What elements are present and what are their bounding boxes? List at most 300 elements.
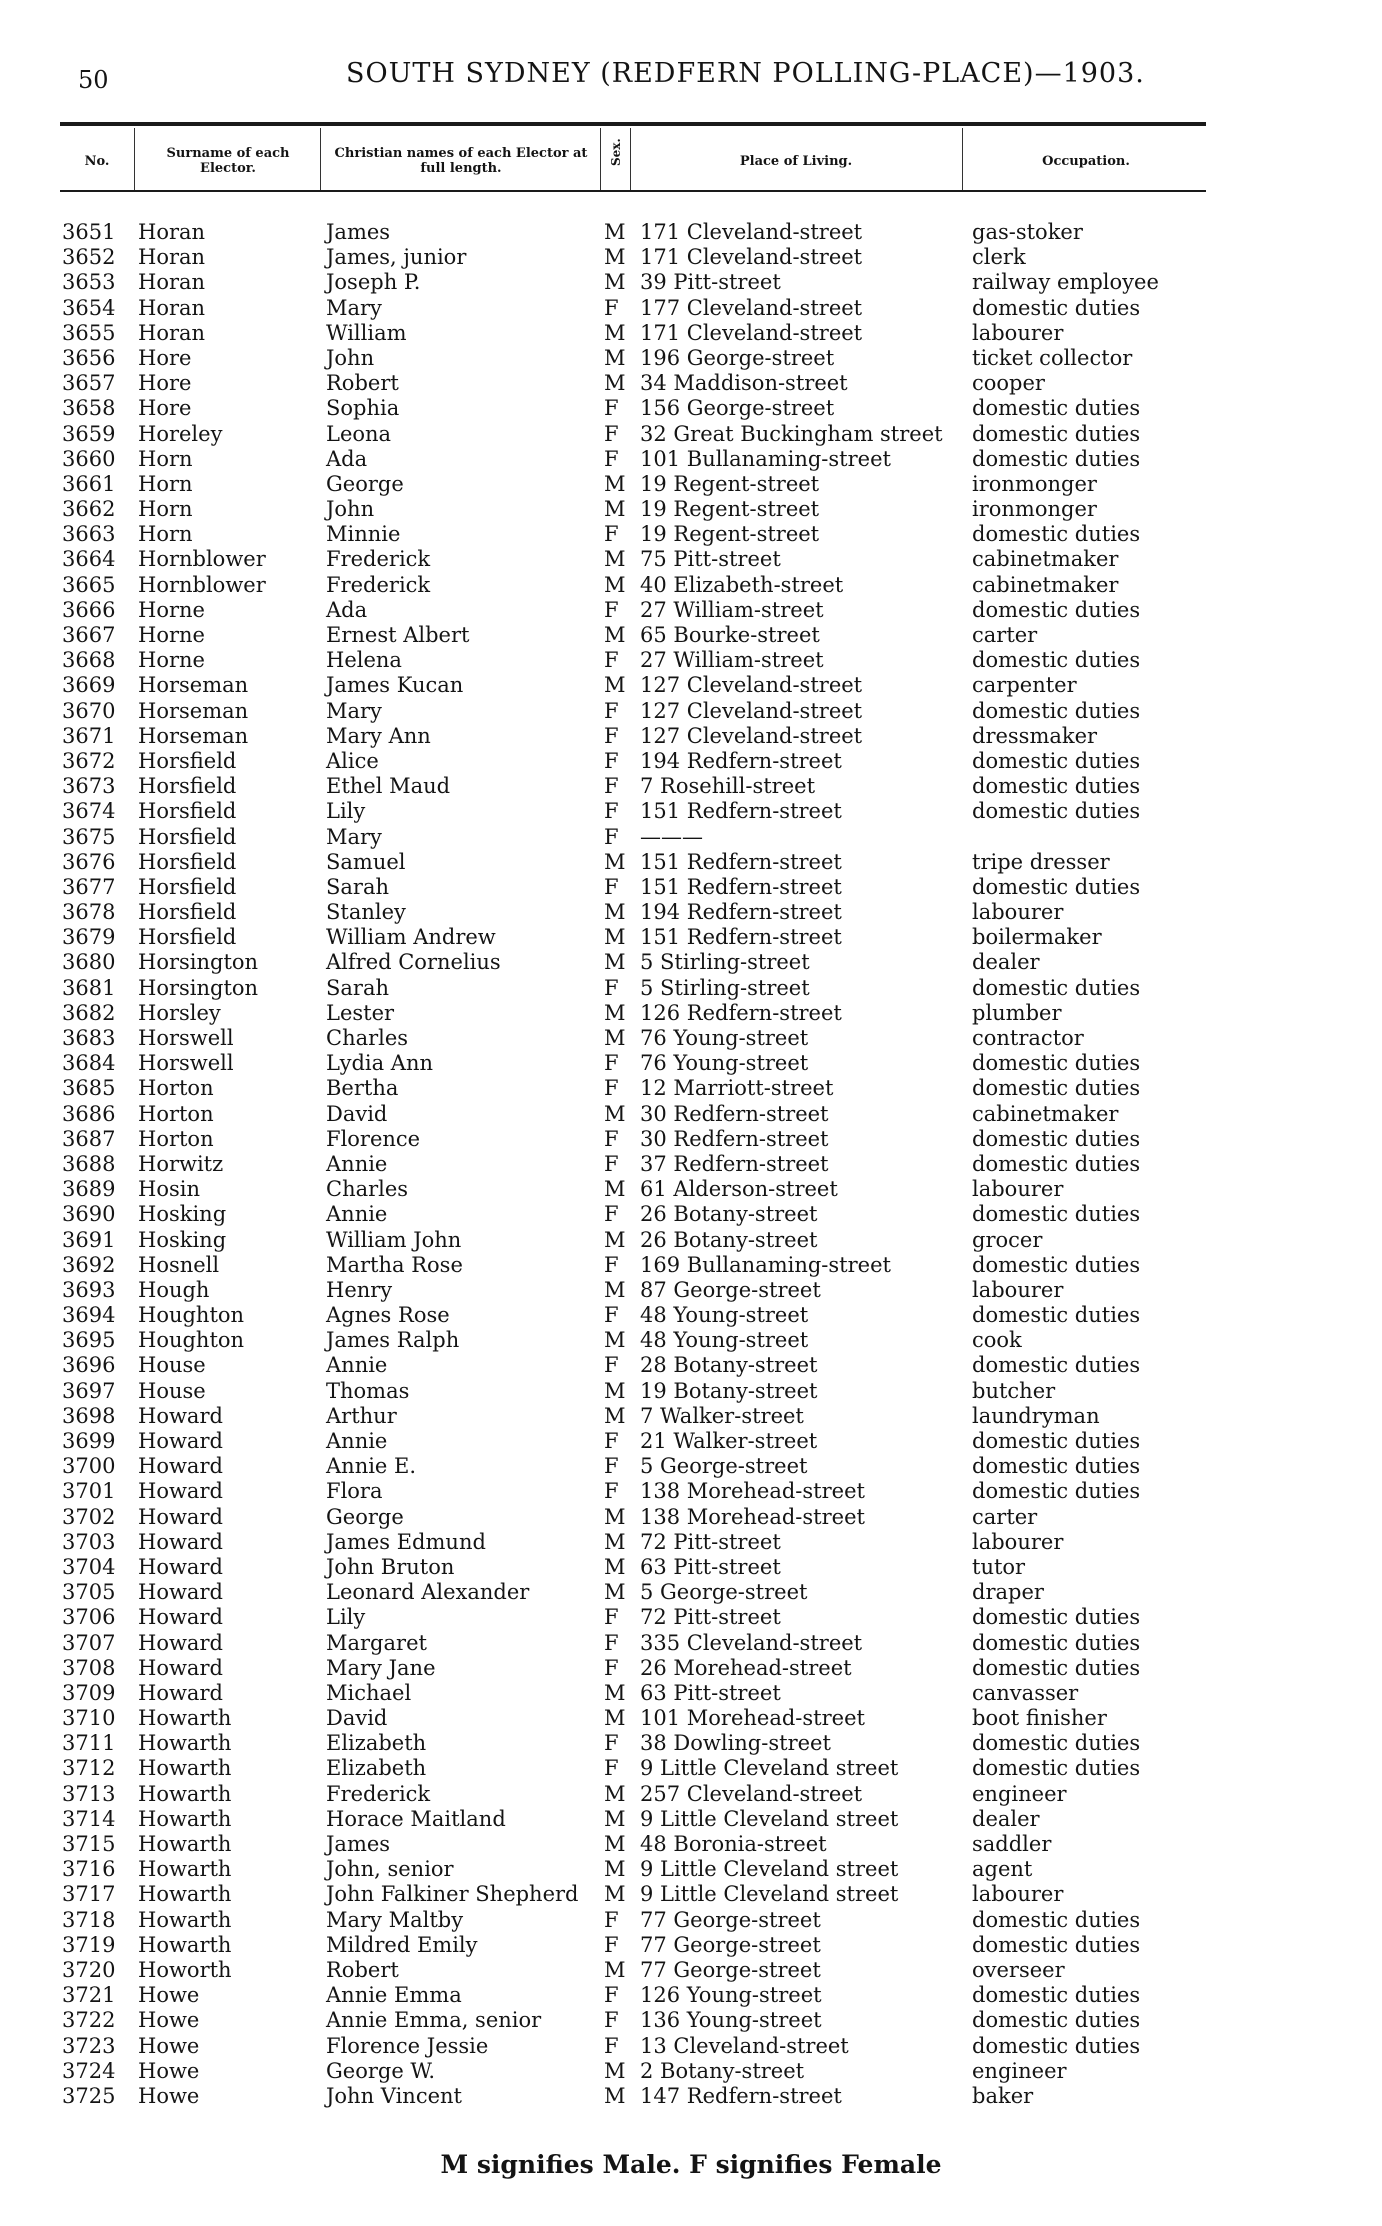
elector-occupation: domestic duties: [972, 1479, 1141, 1504]
elector-sex: F: [604, 1756, 619, 1781]
col-divider: [134, 128, 135, 190]
elector-place-of-living: 28 Botany-street: [640, 1353, 818, 1378]
elector-christian-names: David: [326, 1706, 388, 1731]
elector-christian-names: Sophia: [326, 396, 400, 421]
elector-place-of-living: 9 Little Cleveland street: [640, 1756, 899, 1781]
elector-occupation: domestic duties: [972, 799, 1141, 824]
col-header-christian: Christian names of each Elector at full length.: [334, 146, 588, 176]
elector-occupation: tripe dresser: [972, 849, 1110, 874]
elector-sex: F: [604, 1605, 619, 1630]
table-row: [0, 1958, 1382, 1983]
elector-sex: M: [604, 1806, 626, 1831]
elector-number: 3695: [62, 1328, 116, 1353]
table-row: [0, 422, 1382, 447]
elector-sex: F: [604, 1151, 619, 1176]
elector-surname: Howarth: [138, 1932, 232, 1957]
elector-number: 3689: [62, 1177, 116, 1202]
elector-surname: Howard: [138, 1479, 223, 1504]
elector-surname: Howe: [138, 2058, 200, 2083]
elector-sex: F: [604, 1353, 619, 1378]
elector-christian-names: Mary: [326, 698, 382, 723]
elector-place-of-living: 126 Young-street: [640, 1983, 822, 2008]
elector-number: 3700: [62, 1454, 116, 1479]
elector-surname: Horsfield: [138, 799, 237, 824]
elector-christian-names: Ada: [326, 597, 368, 622]
elector-surname: Howard: [138, 1655, 223, 1680]
elector-number: 3683: [62, 1026, 116, 1050]
elector-sex: F: [604, 723, 619, 748]
elector-sex: M: [604, 1277, 626, 1302]
elector-place-of-living: 151 Redfern-street: [640, 849, 842, 874]
elector-place-of-living: 72 Pitt-street: [640, 1605, 781, 1630]
elector-place-of-living: 26 Morehead-street: [640, 1655, 852, 1680]
elector-sex: M: [604, 1857, 626, 1882]
elector-christian-names: Charles: [326, 1177, 409, 1202]
elector-surname: Horseman: [138, 673, 249, 698]
elector-occupation: domestic duties: [972, 1429, 1141, 1453]
elector-sex: M: [604, 1781, 626, 1806]
elector-sex: F: [604, 698, 619, 723]
elector-christian-names: Helena: [326, 648, 402, 673]
elector-place-of-living: 7 Walker-street: [640, 1403, 804, 1428]
table-row: [0, 1076, 1382, 1101]
elector-number: 3679: [62, 925, 116, 950]
elector-sex: M: [604, 320, 626, 345]
table-row: [0, 1656, 1382, 1681]
elector-christian-names: Ernest Albert: [326, 623, 470, 647]
table-row: [0, 220, 1382, 245]
elector-number: 3705: [62, 1580, 116, 1605]
elector-occupation: domestic duties: [972, 2033, 1141, 2058]
table-row: [0, 296, 1382, 321]
elector-place-of-living: 61 Alderson-street: [640, 1177, 838, 1202]
elector-place-of-living: 151 Redfern-street: [640, 925, 842, 950]
elector-christian-names: John Vincent: [326, 2083, 462, 2108]
elector-surname: Howarth: [138, 1806, 232, 1831]
elector-occupation: boilermaker: [972, 925, 1102, 950]
elector-surname: Howarth: [138, 1857, 232, 1882]
elector-sex: F: [604, 1202, 619, 1227]
elector-christian-names: George: [326, 1504, 404, 1529]
elector-occupation: plumber: [972, 1000, 1062, 1025]
elector-sex: M: [604, 547, 626, 572]
elector-sex: F: [604, 799, 619, 824]
table-row: [0, 1832, 1382, 1857]
elector-number: 3677: [62, 874, 116, 899]
elector-surname: Howard: [138, 1554, 223, 1579]
table-row: [0, 825, 1382, 850]
elector-christian-names: Agnes Rose: [326, 1303, 450, 1328]
elector-occupation: gas-stoker: [972, 220, 1083, 244]
elector-surname: Horton: [138, 1076, 214, 1101]
elector-surname: Horton: [138, 1126, 214, 1151]
elector-christian-names: Horace Maitland: [326, 1806, 506, 1831]
elector-number: 3654: [62, 295, 116, 320]
elector-place-of-living: 77 George-street: [640, 1907, 821, 1932]
elector-surname: Horsfield: [138, 900, 237, 925]
elector-sex: M: [604, 572, 626, 597]
elector-place-of-living: 101 Morehead-street: [640, 1706, 865, 1731]
elector-place-of-living: 34 Maddison-street: [640, 371, 848, 396]
elector-number: 3711: [62, 1731, 116, 1756]
elector-sex: M: [604, 220, 626, 244]
table-row: [0, 875, 1382, 900]
elector-christian-names: John Falkiner Shepherd: [326, 1882, 579, 1907]
elector-sex: F: [604, 1429, 619, 1453]
table-row: [0, 2059, 1382, 2084]
table-row: [0, 1580, 1382, 1605]
table-row: [0, 623, 1382, 648]
elector-occupation: domestic duties: [972, 1353, 1141, 1378]
table-row: [0, 1429, 1382, 1454]
elector-occupation: labourer: [972, 320, 1064, 345]
elector-place-of-living: 147 Redfern-street: [640, 2083, 842, 2108]
elector-place-of-living: 101 Bullanaming-street: [640, 446, 891, 471]
elector-sex: F: [604, 396, 619, 421]
table-row: [0, 648, 1382, 673]
table-row: [0, 1479, 1382, 1504]
elector-sex: M: [604, 1177, 626, 1202]
elector-surname: Howe: [138, 2033, 200, 2058]
elector-place-of-living: 171 Cleveland-street: [640, 320, 863, 345]
table-row: [0, 976, 1382, 1001]
elector-christian-names: Mary Maltby: [326, 1907, 464, 1932]
elector-number: 3671: [62, 723, 116, 748]
elector-number: 3657: [62, 371, 116, 396]
elector-christian-names: Leonard Alexander: [326, 1580, 530, 1605]
table-row: [0, 598, 1382, 623]
elector-number: 3712: [62, 1756, 116, 1781]
elector-place-of-living: 26 Botany-street: [640, 1227, 818, 1252]
table-row: [0, 270, 1382, 295]
elector-number: 3708: [62, 1655, 116, 1680]
elector-occupation: overseer: [972, 1957, 1065, 1982]
elector-number: 3716: [62, 1857, 116, 1882]
elector-surname: Howarth: [138, 1832, 232, 1856]
elector-place-of-living: 194 Redfern-street: [640, 748, 842, 773]
elector-place-of-living: 87 George-street: [640, 1277, 821, 1302]
table-row: [0, 2008, 1382, 2033]
elector-surname: Hore: [138, 371, 192, 396]
elector-occupation: labourer: [972, 900, 1064, 925]
elector-sex: F: [604, 1076, 619, 1101]
elector-sex: M: [604, 1000, 626, 1025]
elector-occupation: cook: [972, 1328, 1022, 1353]
elector-occupation: domestic duties: [972, 748, 1141, 773]
elector-surname: Horwitz: [138, 1151, 224, 1176]
table-row: [0, 1631, 1382, 1656]
elector-christian-names: Mary Ann: [326, 723, 431, 748]
elector-sex: M: [604, 270, 626, 295]
elector-sex: F: [604, 421, 619, 446]
elector-occupation: domestic duties: [972, 522, 1141, 547]
elector-place-of-living: 19 Regent-street: [640, 522, 820, 547]
elector-surname: Howarth: [138, 1781, 232, 1806]
elector-surname: Horseman: [138, 698, 249, 723]
elector-sex: M: [604, 673, 626, 698]
elector-christian-names: James: [326, 1832, 391, 1856]
elector-number: 3656: [62, 345, 116, 370]
elector-surname: House: [138, 1353, 206, 1378]
elector-place-of-living: 138 Morehead-street: [640, 1479, 865, 1504]
elector-christian-names: James Kucan: [326, 673, 464, 698]
elector-occupation: ironmonger: [972, 497, 1097, 522]
elector-number: 3660: [62, 446, 116, 471]
elector-christian-names: Lily: [326, 1605, 366, 1630]
table-row: [0, 1908, 1382, 1933]
elector-surname: Howard: [138, 1454, 223, 1479]
table-row: [0, 950, 1382, 975]
elector-sex: M: [604, 1378, 626, 1403]
elector-place-of-living: 32 Great Buckingham street: [640, 421, 943, 446]
elector-occupation: domestic duties: [972, 1907, 1141, 1932]
table-row: [0, 1731, 1382, 1756]
elector-christian-names: Samuel: [326, 849, 406, 874]
elector-place-of-living: 156 George-street: [640, 396, 835, 421]
elector-christian-names: John, senior: [326, 1857, 454, 1882]
elector-sex: M: [604, 2058, 626, 2083]
elector-number: 3690: [62, 1202, 116, 1227]
table-row: [0, 1807, 1382, 1832]
elector-place-of-living: 13 Cleveland-street: [640, 2033, 849, 2058]
elector-place-of-living: 257 Cleveland-street: [640, 1781, 863, 1806]
elector-number: 3717: [62, 1882, 116, 1907]
elector-christian-names: Robert: [326, 1957, 399, 1982]
header-rule: [60, 190, 1206, 192]
elector-number: 3723: [62, 2033, 116, 2058]
elector-christian-names: Ada: [326, 446, 368, 471]
elector-occupation: engineer: [972, 2058, 1067, 2083]
elector-sex: F: [604, 597, 619, 622]
elector-sex: M: [604, 1554, 626, 1579]
table-row: [0, 2084, 1382, 2109]
elector-place-of-living: 5 Stirling-street: [640, 950, 810, 975]
elector-number: 3674: [62, 799, 116, 824]
elector-number: 3666: [62, 597, 116, 622]
elector-number: 3718: [62, 1907, 116, 1932]
elector-surname: Horsfield: [138, 824, 237, 849]
elector-occupation: domestic duties: [972, 1630, 1141, 1655]
table-row: [0, 1706, 1382, 1731]
elector-place-of-living: 5 George-street: [640, 1580, 808, 1605]
table-row: [0, 472, 1382, 497]
elector-occupation: domestic duties: [972, 396, 1141, 421]
elector-occupation: dealer: [972, 950, 1040, 975]
elector-number: 3661: [62, 471, 116, 496]
table-row: [0, 1253, 1382, 1278]
elector-place-of-living: 65 Bourke-street: [640, 623, 820, 647]
elector-place-of-living: 63 Pitt-street: [640, 1554, 781, 1579]
elector-sex: M: [604, 849, 626, 874]
elector-christian-names: Frederick: [326, 572, 431, 597]
elector-occupation: contractor: [972, 1026, 1084, 1050]
elector-sex: M: [604, 1227, 626, 1252]
table-row: [0, 699, 1382, 724]
elector-number: 3709: [62, 1680, 116, 1705]
elector-occupation: domestic duties: [972, 421, 1141, 446]
elector-number: 3692: [62, 1252, 116, 1277]
col-divider: [630, 128, 631, 190]
elector-surname: Horeley: [138, 421, 223, 446]
elector-surname: Howarth: [138, 1706, 232, 1731]
elector-surname: Horsington: [138, 975, 259, 1000]
elector-christian-names: Annie: [326, 1151, 388, 1176]
elector-place-of-living: 196 George-street: [640, 345, 835, 370]
elector-occupation: domestic duties: [972, 1756, 1141, 1781]
table-row: [0, 1530, 1382, 1555]
elector-surname: Howorth: [138, 1957, 232, 1982]
elector-surname: Howe: [138, 2083, 200, 2108]
elector-occupation: domestic duties: [972, 446, 1141, 471]
elector-surname: Horswell: [138, 1051, 234, 1076]
elector-occupation: domestic duties: [972, 1076, 1141, 1101]
table-row: [0, 1202, 1382, 1227]
table-row: [0, 447, 1382, 472]
elector-christian-names: James: [326, 220, 391, 244]
elector-occupation: domestic duties: [972, 698, 1141, 723]
elector-number: 3715: [62, 1832, 116, 1856]
elector-christian-names: Bertha: [326, 1076, 399, 1101]
col-divider: [320, 128, 321, 190]
elector-christian-names: James, junior: [326, 245, 467, 270]
elector-number: 3668: [62, 648, 116, 673]
elector-christian-names: William John: [326, 1227, 462, 1252]
elector-number: 3707: [62, 1630, 116, 1655]
elector-sex: M: [604, 925, 626, 950]
col-header-occupation: Occupation.: [1042, 153, 1130, 169]
elector-surname: Howarth: [138, 1756, 232, 1781]
elector-number: 3672: [62, 748, 116, 773]
elector-surname: Howarth: [138, 1731, 232, 1756]
elector-number: 3667: [62, 623, 116, 647]
table-row: [0, 1505, 1382, 1530]
table-row: [0, 1857, 1382, 1882]
elector-surname: Horan: [138, 270, 206, 295]
table-row: [0, 2034, 1382, 2059]
elector-surname: Howard: [138, 1580, 223, 1605]
elector-sex: M: [604, 1706, 626, 1731]
table-row: [0, 925, 1382, 950]
elector-number: 3682: [62, 1000, 116, 1025]
elector-christian-names: William Andrew: [326, 925, 496, 950]
elector-christian-names: Stanley: [326, 900, 406, 925]
elector-surname: Horsley: [138, 1000, 221, 1025]
elector-place-of-living: 77 George-street: [640, 1932, 821, 1957]
elector-number: 3681: [62, 975, 116, 1000]
table-row: [0, 547, 1382, 572]
elector-occupation: labourer: [972, 1529, 1064, 1554]
elector-surname: Horsfield: [138, 925, 237, 950]
elector-number: 3696: [62, 1353, 116, 1378]
elector-surname: Horne: [138, 597, 205, 622]
elector-sex: F: [604, 648, 619, 673]
elector-surname: House: [138, 1378, 206, 1403]
table-row: [0, 1102, 1382, 1127]
elector-occupation: labourer: [972, 1277, 1064, 1302]
elector-sex: F: [604, 1051, 619, 1076]
elector-christian-names: John: [326, 345, 375, 370]
elector-surname: Horne: [138, 623, 205, 647]
elector-place-of-living: 48 Young-street: [640, 1328, 809, 1353]
elector-place-of-living: 9 Little Cleveland street: [640, 1806, 899, 1831]
elector-christian-names: Margaret: [326, 1630, 427, 1655]
elector-occupation: domestic duties: [972, 1051, 1141, 1076]
elector-sex: M: [604, 1328, 626, 1353]
elector-christian-names: Florence Jessie: [326, 2033, 489, 2058]
table-row: [0, 900, 1382, 925]
table-row: [0, 1127, 1382, 1152]
elector-place-of-living: 48 Young-street: [640, 1303, 809, 1328]
elector-occupation: draper: [972, 1580, 1044, 1605]
elector-place-of-living: 21 Walker-street: [640, 1429, 818, 1453]
col-header-place: Place of Living.: [739, 153, 853, 169]
table-row: [0, 1933, 1382, 1958]
elector-place-of-living: 19 Regent-street: [640, 497, 820, 522]
elector-sex: M: [604, 1882, 626, 1907]
elector-place-of-living: 138 Morehead-street: [640, 1504, 865, 1529]
elector-number: 3694: [62, 1303, 116, 1328]
elector-place-of-living: 75 Pitt-street: [640, 547, 781, 572]
elector-sex: F: [604, 1630, 619, 1655]
table-row: [0, 1882, 1382, 1907]
elector-occupation: domestic duties: [972, 1605, 1141, 1630]
elector-number: 3713: [62, 1781, 116, 1806]
elector-place-of-living: 39 Pitt-street: [640, 270, 781, 295]
elector-place-of-living: 9 Little Cleveland street: [640, 1882, 899, 1907]
elector-sex: F: [604, 774, 619, 799]
elector-place-of-living: 72 Pitt-street: [640, 1529, 781, 1554]
elector-sex: F: [604, 874, 619, 899]
table-row: [0, 346, 1382, 371]
elector-surname: Horan: [138, 220, 206, 244]
elector-sex: M: [604, 371, 626, 396]
elector-christian-names: Mary: [326, 295, 382, 320]
elector-number: 3685: [62, 1076, 116, 1101]
elector-christian-names: Michael: [326, 1680, 412, 1705]
elector-sex: F: [604, 1479, 619, 1504]
elector-occupation: railway employee: [972, 270, 1159, 295]
elector-sex: M: [604, 1832, 626, 1856]
elector-christian-names: John Bruton: [326, 1554, 455, 1579]
elector-surname: Horan: [138, 320, 206, 345]
elector-surname: Horan: [138, 245, 206, 270]
table-row: [0, 1278, 1382, 1303]
elector-place-of-living: 5 Stirling-street: [640, 975, 810, 1000]
elector-occupation: agent: [972, 1857, 1033, 1882]
elector-surname: Hore: [138, 345, 192, 370]
top-rule: [60, 122, 1206, 126]
elector-christian-names: Lydia Ann: [326, 1051, 434, 1076]
table-row: [0, 850, 1382, 875]
elector-place-of-living: 37 Redfern-street: [640, 1151, 829, 1176]
elector-christian-names: William: [326, 320, 407, 345]
table-row: [0, 1756, 1382, 1781]
elector-occupation: cooper: [972, 371, 1045, 396]
elector-surname: Howard: [138, 1529, 223, 1554]
elector-sex: M: [604, 245, 626, 270]
elector-number: 3721: [62, 1983, 116, 2008]
elector-place-of-living: 335 Cleveland-street: [640, 1630, 863, 1655]
elector-christian-names: Mildred Emily: [326, 1932, 478, 1957]
elector-sex: M: [604, 1529, 626, 1554]
table-row: [0, 1026, 1382, 1051]
elector-sex: F: [604, 1252, 619, 1277]
elector-occupation: domestic duties: [972, 774, 1141, 799]
elector-place-of-living: 151 Redfern-street: [640, 799, 842, 824]
elector-sex: M: [604, 1680, 626, 1705]
table-row: [0, 1379, 1382, 1404]
page-number: 50: [78, 66, 109, 94]
